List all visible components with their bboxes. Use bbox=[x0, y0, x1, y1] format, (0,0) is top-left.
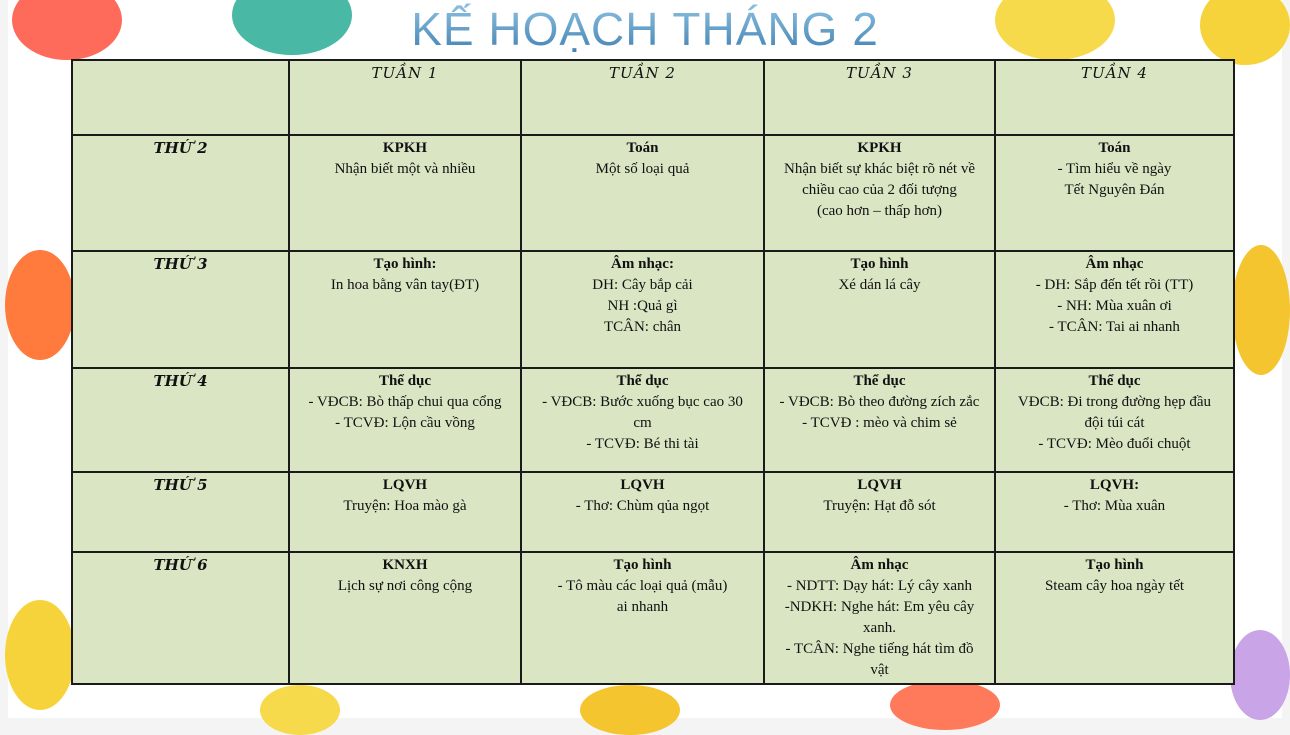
decorative-sticker bbox=[1230, 630, 1290, 720]
decorative-sticker bbox=[260, 685, 340, 735]
activity-line: (cao hơn – thấp hơn) bbox=[817, 203, 942, 219]
subject-label: KPKH bbox=[382, 140, 428, 156]
activity-line: Lịch sự nơi công cộng bbox=[337, 578, 473, 594]
activity-line: Truyện: Hạt đỗ sót bbox=[823, 498, 936, 514]
activity-line: - TCVĐ: Lộn cầu vồng bbox=[335, 415, 475, 431]
activity-cell bbox=[995, 251, 1234, 368]
activity-line: - Tìm hiểu về ngày bbox=[1057, 161, 1172, 177]
activity-cell bbox=[521, 251, 764, 368]
day-label: THỨ 4 bbox=[72, 368, 289, 472]
subject-label: Tạo hình bbox=[1085, 557, 1144, 573]
activity-cell bbox=[289, 251, 521, 368]
activity-line: TCÂN: chân bbox=[603, 319, 682, 335]
activity-line: - TCVĐ : mèo và chim sẻ bbox=[802, 415, 957, 431]
activity-line: Steam cây hoa ngày tết bbox=[1044, 578, 1185, 594]
activity-line: đội túi cát bbox=[1084, 415, 1145, 431]
activity-line: NH :Quả gì bbox=[607, 298, 678, 314]
activity-cell bbox=[764, 368, 995, 472]
activity-line: Tết Nguyên Đán bbox=[1064, 182, 1165, 198]
activity-line: - NDTT: Dạy hát: Lý cây xanh bbox=[786, 578, 973, 594]
subject-label: Thể dục bbox=[853, 373, 906, 389]
activity-line: DH: Cây bắp cải bbox=[592, 277, 693, 293]
activity-cell bbox=[521, 472, 764, 552]
subject-label: Thể dục bbox=[1088, 373, 1141, 389]
activity-line: - VĐCB: Bước xuống bục cao 30 bbox=[542, 394, 743, 410]
page-title: KẾ HOẠCH THÁNG 2 bbox=[0, 2, 1290, 56]
activity-cell bbox=[764, 552, 995, 684]
activity-line: Nhận biết sự khác biệt rõ nét về bbox=[784, 161, 975, 177]
subject-label: Tạo hình bbox=[613, 557, 672, 573]
activity-cell bbox=[289, 135, 521, 251]
day-label: THỨ 2 bbox=[72, 135, 289, 251]
header-row bbox=[72, 60, 1234, 135]
day-label: THỨ 5 bbox=[72, 472, 289, 552]
subject-label: Thể dục bbox=[378, 373, 432, 389]
table-row bbox=[72, 368, 1234, 472]
decorative-sticker bbox=[5, 600, 75, 710]
activity-cell bbox=[995, 552, 1234, 684]
week-1-header: TUẦN 1 bbox=[289, 60, 521, 135]
activity-cell bbox=[995, 135, 1234, 251]
activity-line: Truyện: Hoa mào gà bbox=[343, 498, 467, 514]
subject-label: Thể dục bbox=[616, 373, 669, 389]
activity-line: - Thơ: Chùm qủa ngọt bbox=[575, 498, 710, 514]
activity-line: Xé dán lá cây bbox=[838, 277, 921, 293]
subject-label: KNXH bbox=[382, 557, 428, 573]
activity-line: - DH: Sắp đến tết rồi (TT) bbox=[1035, 277, 1194, 293]
subject-label: LQVH bbox=[857, 477, 902, 493]
subject-label: Tạo hình: bbox=[373, 256, 437, 272]
activity-cell bbox=[289, 552, 521, 684]
activity-cell bbox=[521, 135, 764, 251]
activity-cell bbox=[289, 472, 521, 552]
subject-label: Toán bbox=[626, 140, 659, 156]
activity-cell bbox=[764, 135, 995, 251]
subject-label: LQVH bbox=[382, 477, 428, 493]
activity-line: - TCVĐ: Bé thi tài bbox=[586, 436, 699, 452]
week-4-header: TUẦN 4 bbox=[995, 60, 1234, 135]
corner-cell bbox=[72, 60, 289, 135]
activity-line: - Tô màu các loại quả (mẫu) bbox=[557, 578, 728, 594]
table-row bbox=[72, 472, 1234, 552]
activity-cell bbox=[995, 472, 1234, 552]
subject-label: Tạo hình bbox=[850, 256, 909, 272]
activity-cell bbox=[521, 368, 764, 472]
activity-cell bbox=[764, 472, 995, 552]
activity-line: - VĐCB: Bò theo đường zích zắc bbox=[779, 394, 980, 410]
decorative-sticker bbox=[580, 685, 680, 735]
activity-line: vật bbox=[870, 662, 889, 678]
activity-line: xanh. bbox=[863, 620, 896, 636]
activity-cell bbox=[764, 251, 995, 368]
monthly-plan-table bbox=[71, 59, 1235, 685]
subject-label: Âm nhạc: bbox=[611, 256, 674, 272]
table-row bbox=[72, 552, 1234, 684]
decorative-sticker bbox=[5, 250, 75, 360]
activity-line: - NH: Mùa xuân ơi bbox=[1057, 298, 1172, 314]
subject-label: LQVH: bbox=[1089, 477, 1140, 493]
activity-cell bbox=[995, 368, 1234, 472]
subject-label: Âm nhạc bbox=[1085, 256, 1144, 272]
activity-line: - Thơ: Mùa xuân bbox=[1063, 498, 1166, 514]
subject-label: KPKH bbox=[857, 140, 902, 156]
activity-line: - VĐCB: Bò thấp chui qua cổng bbox=[308, 394, 502, 410]
day-label: THỨ 6 bbox=[72, 552, 289, 684]
subject-label: Toán bbox=[1098, 140, 1131, 156]
day-label: THỨ 3 bbox=[72, 251, 289, 368]
activity-line: chiều cao của 2 đối tượng bbox=[802, 182, 957, 198]
table-row bbox=[72, 251, 1234, 368]
activity-line: - TCÂN: Tai ai nhanh bbox=[1049, 319, 1180, 335]
decorative-sticker bbox=[890, 680, 1000, 730]
activity-line: - TCÂN: Nghe tiếng hát tìm đồ bbox=[785, 641, 974, 657]
subject-label: LQVH bbox=[620, 477, 665, 493]
activity-line: In hoa bằng vân tay(ĐT) bbox=[330, 277, 480, 293]
activity-line: ai nhanh bbox=[616, 599, 669, 615]
week-2-header: TUẦN 2 bbox=[521, 60, 764, 135]
activity-cell bbox=[289, 368, 521, 472]
subject-label: Âm nhạc bbox=[850, 557, 909, 573]
activity-line: - TCVĐ: Mèo đuổi chuột bbox=[1038, 436, 1191, 452]
activity-cell bbox=[521, 552, 764, 684]
activity-line: cm bbox=[633, 415, 652, 431]
activity-line: Nhận biết một và nhiều bbox=[334, 161, 476, 177]
week-3-header: TUẦN 3 bbox=[764, 60, 995, 135]
table-row bbox=[72, 135, 1234, 251]
decorative-sticker bbox=[1232, 245, 1290, 375]
activity-line: VĐCB: Đi trong đường hẹp đầu bbox=[1017, 394, 1212, 410]
activity-line: Một số loại quả bbox=[595, 161, 690, 177]
activity-line: -NDKH: Nghe hát: Em yêu cây bbox=[784, 599, 975, 615]
